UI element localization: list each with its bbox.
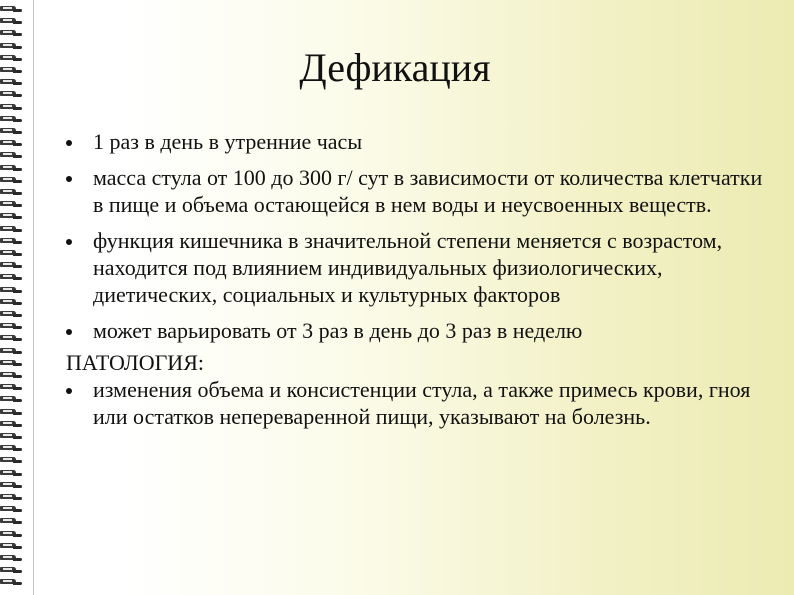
spiral-ring-icon [0, 287, 24, 294]
spiral-ring-icon [0, 213, 24, 220]
spiral-ring-icon [0, 177, 24, 184]
bullet-item [66, 317, 766, 344]
binding-edge-line [33, 0, 34, 595]
spiral-ring-icon [0, 555, 24, 562]
bullet-item [66, 376, 766, 430]
bullet-dot-icon [66, 239, 72, 245]
spiral-ring-icon [0, 579, 24, 586]
spiral-ring-icon [0, 201, 24, 208]
spiral-ring-icon [0, 6, 24, 13]
bullet-text: масса стула от 100 до 300 г/ сут в зависимости от количества клетчатки в пище и объема остающейся в нем воды и неусвоенных веществ. [93, 165, 763, 217]
bullet-item [66, 227, 766, 308]
spiral-ring-icon [0, 445, 24, 452]
pathology-bullet-list [66, 376, 766, 430]
spiral-ring-icon [0, 30, 24, 37]
spiral-ring-icon [0, 494, 24, 501]
bullet-list [66, 128, 766, 344]
bullet-text: функция кишечника в значительной степени меняется с возрастом, находится под влиянием индивидуальных физиологических, диетических, социальных и культурных факторов [93, 228, 723, 307]
spiral-ring-icon [0, 506, 24, 513]
bullet-item [66, 164, 766, 218]
spiral-ring-icon [0, 567, 24, 574]
spiral-ring-icon [0, 91, 24, 98]
bullet-text: может варьировать от 3 раз в день до 3 раз в неделю [93, 318, 583, 343]
spiral-ring-icon [0, 311, 24, 318]
spiral-ring-icon [0, 274, 24, 281]
spiral-ring-icon [0, 67, 24, 74]
bullet-item [66, 128, 766, 155]
bullet-dot-icon [66, 329, 72, 335]
bullet-dot-icon [66, 140, 72, 146]
spiral-ring-icon [0, 457, 24, 464]
spiral-ring-icon [0, 348, 24, 355]
spiral-ring-icon [0, 433, 24, 440]
spiral-ring-icon [0, 323, 24, 330]
spiral-ring-icon [0, 116, 24, 123]
spiral-ring-icon [0, 470, 24, 477]
spiral-ring-icon [0, 543, 24, 550]
spiral-ring-icon [0, 250, 24, 257]
spiral-ring-icon [0, 396, 24, 403]
spiral-ring-icon [0, 104, 24, 111]
spiral-ring-icon [0, 482, 24, 489]
spiral-ring-icon [0, 262, 24, 269]
spiral-ring-icon [0, 189, 24, 196]
bullet-dot-icon [66, 176, 72, 182]
spiral-ring-icon [0, 372, 24, 379]
spiral-ring-icon [0, 140, 24, 147]
spiral-ring-icon [0, 335, 24, 342]
spiral-ring-icon [0, 531, 24, 538]
spiral-ring-icon [0, 165, 24, 172]
bullet-text: изменения объема и консистенции стула, а также примесь крови, гноя или остатков непереваренной пищи, указывают на болезнь. [93, 377, 751, 429]
spiral-ring-icon [0, 360, 24, 367]
spiral-binding [0, 0, 26, 595]
spiral-ring-icon [0, 18, 24, 25]
spiral-ring-icon [0, 79, 24, 86]
slide-content [66, 128, 766, 430]
spiral-ring-icon [0, 421, 24, 428]
slide-title: Дефикация [299, 45, 491, 90]
spiral-ring-icon [0, 43, 24, 50]
spiral-ring-icon [0, 238, 24, 245]
spiral-ring-icon [0, 384, 24, 391]
section-heading: ПАТОЛОГИЯ: [66, 350, 204, 375]
spiral-ring-icon [0, 299, 24, 306]
spiral-ring-icon [0, 518, 24, 525]
spiral-ring-icon [0, 226, 24, 233]
bullet-dot-icon [66, 388, 72, 394]
spiral-ring-icon [0, 409, 24, 416]
bullet-text: 1 раз в день в утренние часы [93, 129, 363, 154]
spiral-ring-icon [0, 152, 24, 159]
spiral-ring-icon [0, 55, 24, 62]
spiral-ring-icon [0, 128, 24, 135]
